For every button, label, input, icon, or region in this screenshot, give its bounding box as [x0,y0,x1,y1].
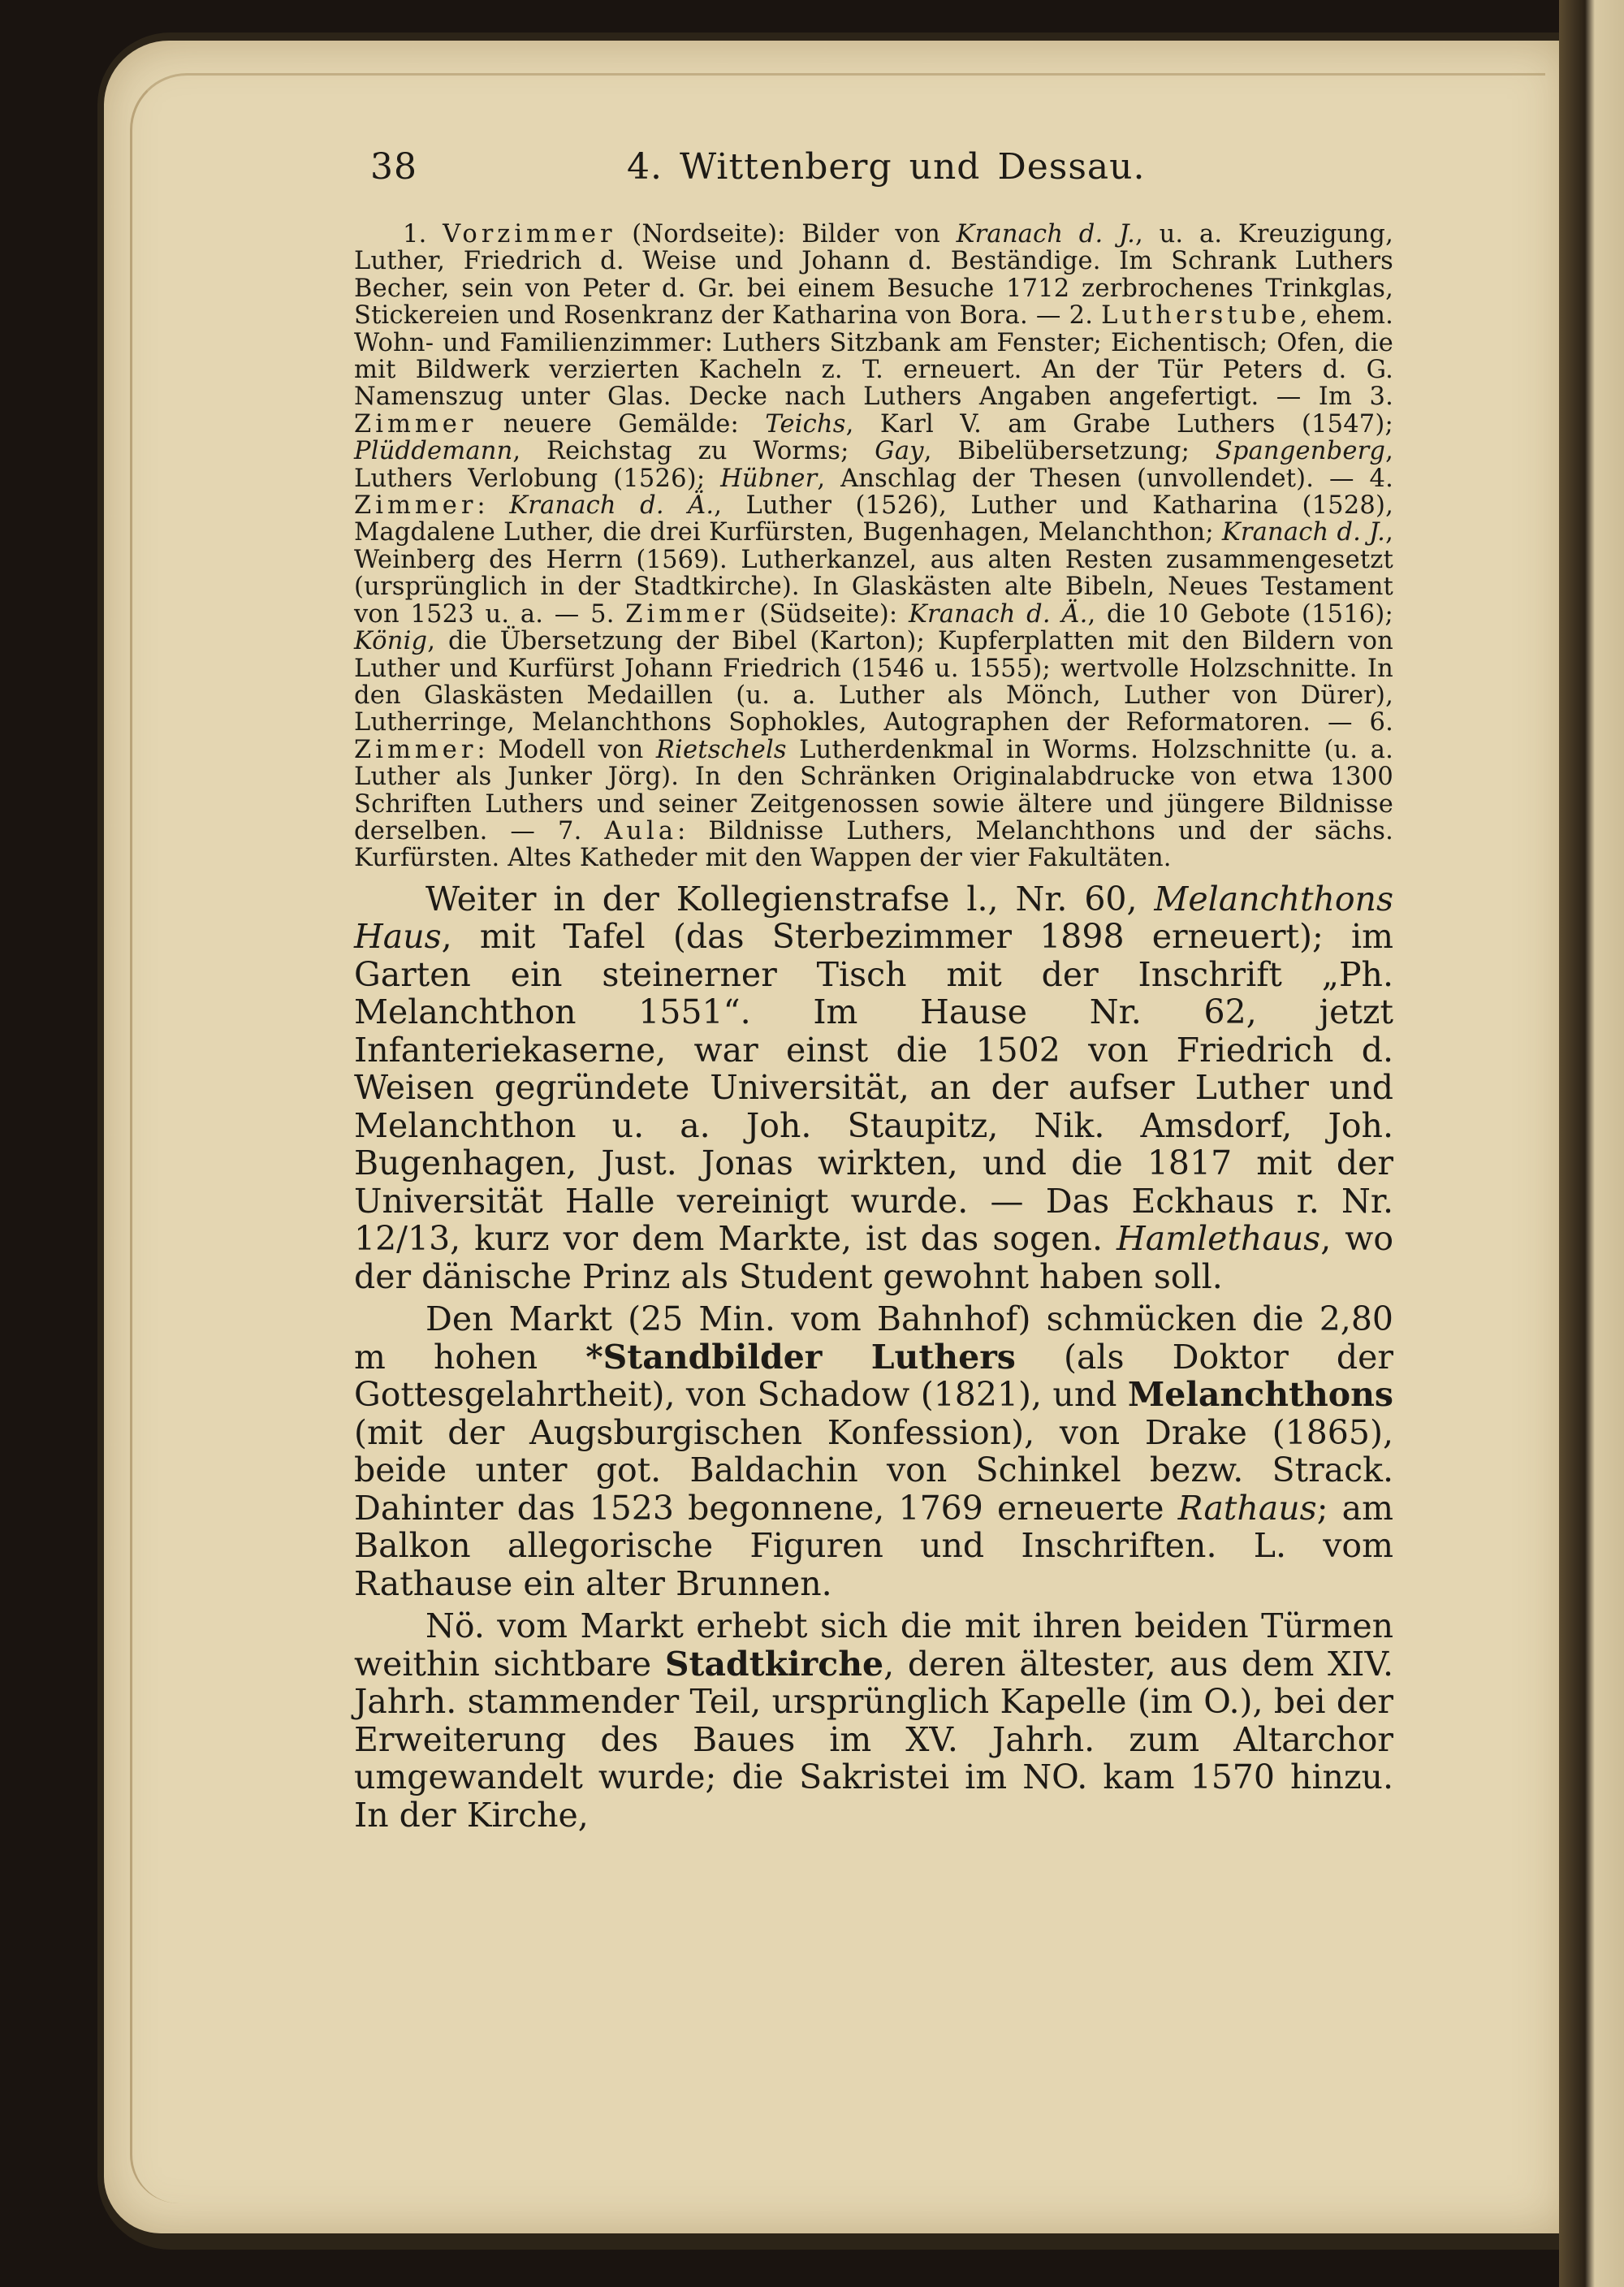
page-content [354,146,1393,1839]
page-number: 38 [370,146,417,188]
paragraph-melanchthon-house: Weiter in der Kollegienstrafse l., Nr. 60, Melanchthons Haus, mit Tafel (das Sterbezimmer 1898 erneuert); im Garten ein steinerner Tisch mit der Inschrift „Ph. Melanchthon 1551“. Im Hause Nr. 62, jetzt Infanteriekaserne, war einst die 1502 von Friedrich d. Weisen gegründete Universität, an der aufser Luther und Melanchthon u. a. Joh. Staupitz, Nik. Amsdorf, Joh. Bugenhagen, Just. Jonas wirkten, und die 1817 mit der Universität Halle vereinigt wurde. — Das Eckhaus r. Nr. 12/13, kurz vor dem Markte, ist das sogen. Hamlethaus, wo der dänische Prinz als Student gewohnt haben soll. [354,879,1394,1296]
museum-rooms-block [354,221,1393,872]
paragraph-stadtkirche: Nö. vom Markt erhebt sich die mit ihren beiden Türmen weithin sichtbare Stadtkirche, deren ältester, aus dem XIV. Jahrh. stammender Teil, ursprünglich Kapelle (im O.), bei der Erweiterung des Baues im XV. Jahrh. zum Altarchor umgewandelt wurde; die Sakristei im NO. kam 1570 hinzu. In der Kirche, [354,1606,1393,1835]
main-text [354,880,1393,1835]
book-gutter [1559,0,1624,2287]
paragraph-market: Den Markt (25 Min. vom Bahnhof) schmücken die 2,80 m hohen *Standbilder Luthers (als Doktor der Gottesgelahrtheit), von Schadow (1821), und Melanchthons (mit der Augsburgischen Konfession), von Drake (1865), beide unter got. Baldachin von Schinkel bezw. Strack. Dahinter das 1523 begonnene, 1769 erneuerte Rathaus; am Balkon allegorische Figuren und Inschriften. L. vom Rathause ein alter Brunnen. [354,1299,1393,1603]
running-title: 4. Wittenberg und Dessau. [627,146,1146,188]
page-header [354,146,1393,203]
small-print-paragraph: 1. Vorzimmer (Nordseite): Bilder von Kranach d. J., u. a. Kreuzigung, Luther, Friedrich d. Weise und Johann d. Beständige. Im Schrank Luthers Becher, sein von Peter d. Gr. bei einem Besuche 1712 zerbrochenes Trinkglas, Stickereien und Rosenkranz der Katharina von Bora. — 2. Lutherstube, ehem. Wohn- und Familienzimmer: Luthers Sitzbank am Fenster; Eichentisch; Ofen, die mit Bildwerk verzierten Kacheln z. T. erneuert. An der Tür Peters d. G. Namenszug unter Glas. Decke nach Luthers Angaben angefertigt. — Im 3. Zimmer neuere Gemälde: Teichs, Karl V. am Grabe Luthers (1547); Plüddemann, Reichstag zu Worms; Gay, Bibelübersetzung; Spangenberg, Luthers Verlobung (1526); Hübner, Anschlag der Thesen (unvollendet). — 4. Zimmer: Kranach d. Ä., Luther (1526), Luther und Katharina (1528), Magdalene Luther, die drei Kurfürsten, Bugenhagen, Melanchthon; Kranach d. J., Weinberg des Herrn (1569). Lutherkanzel, aus alten Resten zusammengesetzt (ursprünglich in der Stadtkirche). In Glaskästen alte Bibeln, Neues Testament von 1523 u. a. — 5. Zimmer (Südseite): Kranach d. Ä., die 10 Gebote (1516); König, die Übersetzung der Bibel (Karton); Kupferplatten mit den Bildern von Luther und Kurfürst Johann Friedrich (1546 u. 1555); wertvolle Holzschnitte. In den Glaskästen Medaillen (u. a. Luther als Mönch, Luther von Dürer), Lutherringe, Melanchthons Sophokles, Autographen der Reformatoren. — 6. Zimmer: Modell von Rietschels Lutherdenkmal in Worms. Holzschnitte (u. a. Luther als Junker Jörg). In den Schränken Originalabdrucke von etwa 1300 Schriften Luthers und seiner Zeitgenossen sowie ältere und jüngere Bildnisse derselben. — 7. Aula: Bildnisse Luthers, Melanchthons und der sächs. Kurfürsten. Altes Katheder mit den Wappen der vier Fakultäten. [354,220,1394,873]
